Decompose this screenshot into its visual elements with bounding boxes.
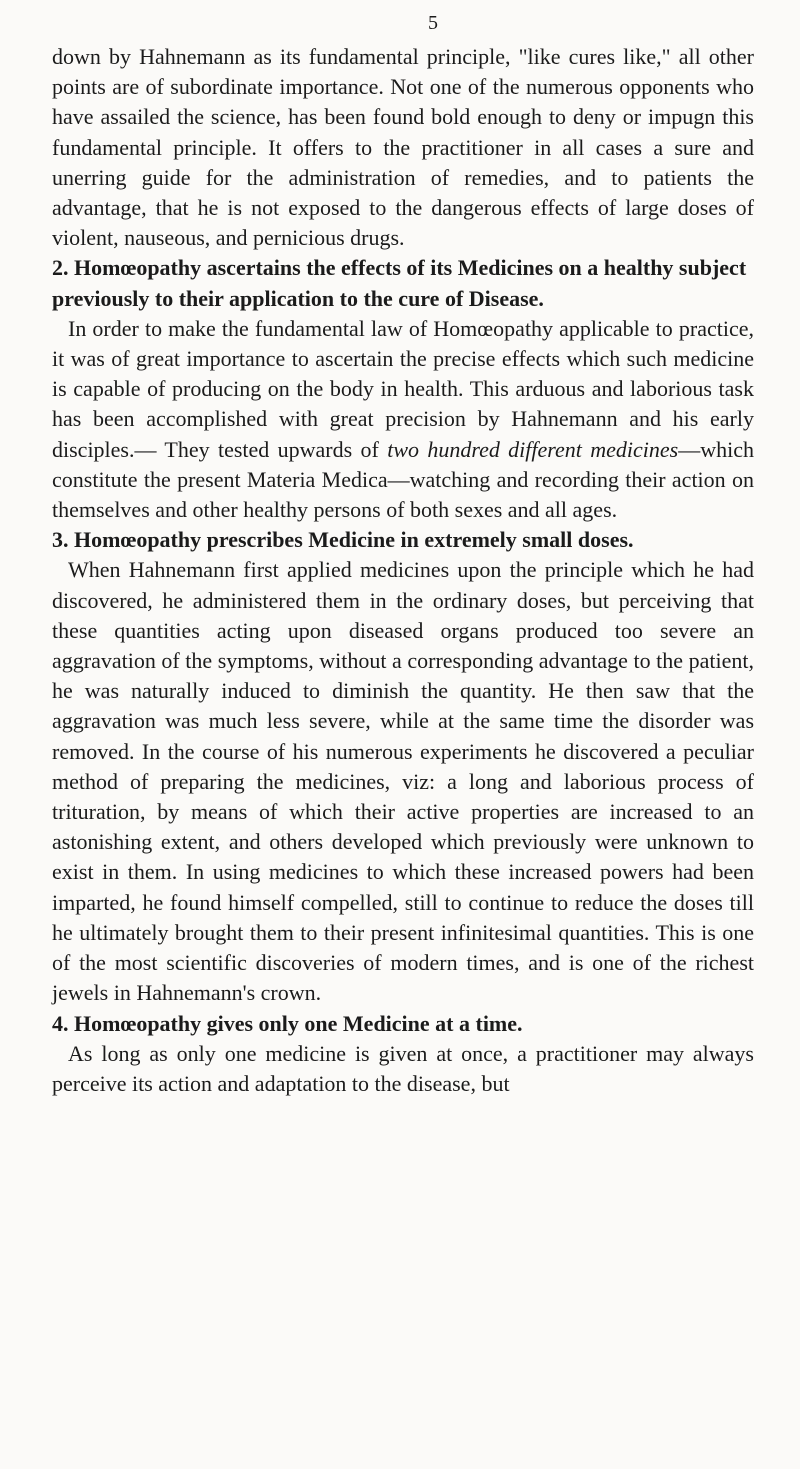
- paragraph-section-4: As long as only one medicine is given at once, a practitioner may always perceive its action and adaptation to the disease, but: [52, 1040, 754, 1096]
- paragraph-section-3: When Hahnemann first applied medicines upon the principle which he had discovered, he administered them in the ordinary doses, but perceiving that these quantities acting upon diseased organs produced too severe an aggravation of the symptoms, without a corresponding advantage to the patient, he was naturally induced to diminish the quantity. He then saw that the aggravation was much less severe, while at the same time the disorder was removed. In the course of his numerous experiments he discovered a peculiar method of preparing the medicines, viz: a long and laborious process of trituration, by means of which their active properties are increased to an astonishing extent, and others developed which previously were unknown to exist in them. In using medicines to which these increased powers had been imparted, he found himself compelled, still to continue to reduce the doses till he ultimately brought them to their present infinitesimal quantities. This is one of the most scientific discoveries of modern times, and is one of the richest jewels in Hahnemann's crown.: [52, 557, 754, 1006]
- paragraph-section-2: [52, 314, 754, 525]
- emphasis-two-hundred-medicines: two hundred different medicines: [387, 436, 679, 462]
- section-heading-2: 2. Homœopathy ascertains the effects of its Medicines on a healthy subject previously to their application to the cure of Disease.: [52, 255, 747, 311]
- page-number: 5: [428, 12, 438, 34]
- section-heading-4: 4. Homœopathy gives only one Medicine at a time.: [52, 1010, 523, 1036]
- paragraph-section-2-part-b: —which constitute the present Materia Medica—watching and recording their action on themselves and other healthy persons of both sexes and all ages.: [52, 436, 754, 523]
- paragraph-section-2-part-a: In order to make the fundamental law of Homœopathy applicable to practice, it was of great importance to ascertain the precise effects which such medicine is capable of producing on the body in health. This arduous and laborious task has been accomplished with great precision by Hahnemann and his early disciples.— They tested upwards of: [52, 315, 754, 462]
- paragraph-fundamental-principle: down by Hahnemann as its fundamental principle, "like cures like," all other points are of subordinate importance. Not one of the numerous opponents who have assailed the science, has been found bold enough to deny or impugn this fundamental principle. It offers to the practitioner in all cases a sure and unerring guide for the administration of remedies, and to patients the advantage, that he is not exposed to the dangerous effects of large doses of violent, nauseous, and pernicious drugs.: [52, 44, 754, 251]
- section-heading-3: 3. Homœopathy prescribes Medicine in extremely small doses.: [52, 527, 634, 553]
